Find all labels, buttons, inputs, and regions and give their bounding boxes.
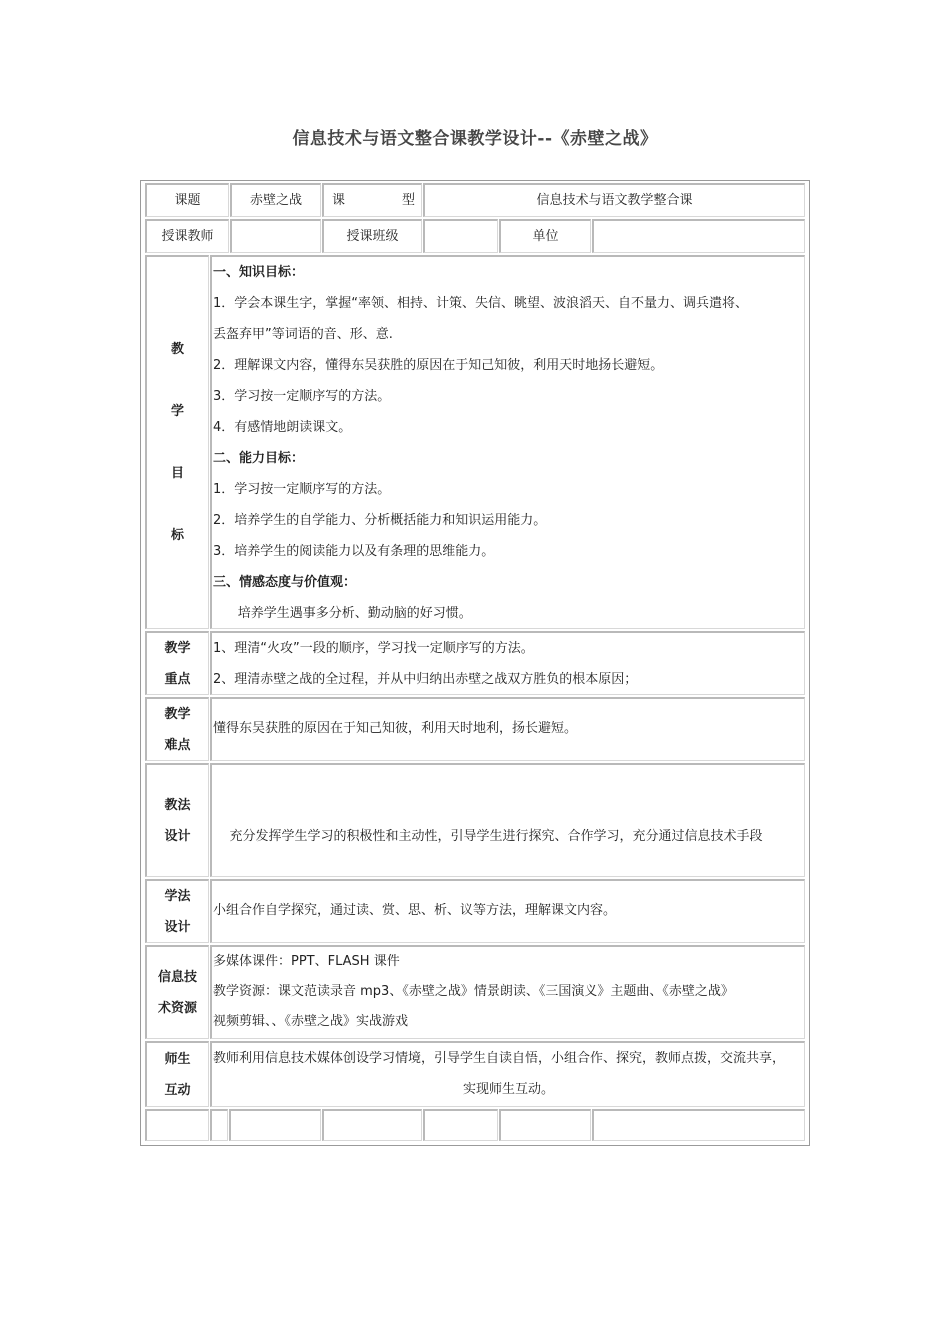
empty-cell	[322, 1109, 422, 1141]
method-label	[145, 763, 209, 877]
resources-label	[145, 945, 209, 1039]
resources-line: 教学资源：课文范读录音 mp3、《赤壁之战》情景朗读、《三国演义》主题曲、《赤壁之战》	[213, 984, 734, 999]
study-label	[145, 879, 209, 943]
empty-cell	[210, 1109, 228, 1141]
objectives-line: 1．学会本课生字，掌握“率领、相持、计策、失信、眺望、波浪滔天、自不量力、调兵遣将、	[213, 296, 749, 311]
resources-content	[210, 945, 805, 1039]
difficulties-label	[145, 697, 209, 761]
objectives-heading: 一、知识目标：	[213, 265, 305, 280]
objectives-label	[145, 255, 209, 629]
class-label: 授课班级	[322, 219, 422, 253]
objectives-line: 丢盔弃甲”等词语的音、形、意.	[213, 327, 393, 342]
method-content	[210, 763, 805, 877]
difficulties-label-line: 难点	[164, 737, 191, 753]
study-label-line: 设计	[164, 919, 191, 935]
objectives-line: 培养学生遇事多分析、勤动脑的好习惯。	[213, 606, 472, 621]
empty-cell	[423, 1109, 498, 1141]
type-label-char-1: 课	[332, 193, 346, 208]
resources-line: 多媒体课件：PPT、FLASH 课件	[213, 954, 400, 969]
teacher-value	[230, 219, 321, 253]
page-title: 信息技术与语文整合课教学设计--《赤壁之战》	[292, 129, 658, 149]
objectives-line: 1．学习按一定顺序写的方法。	[213, 482, 391, 497]
key-points-label-line: 重点	[164, 671, 191, 687]
objectives-label-char: 目	[170, 465, 184, 481]
key-points-content	[210, 631, 805, 695]
resources-label-line: 信息技	[157, 969, 197, 985]
objectives-heading: 二、能力目标：	[213, 451, 305, 466]
type-label-char-2: 型	[402, 193, 416, 208]
difficulties-content: 懂得东吴获胜的原因在于知己知彼，利用天时地利，扬长避短。	[210, 697, 805, 761]
interaction-label	[145, 1041, 209, 1107]
empty-cell	[499, 1109, 591, 1141]
objectives-line: 4．有感情地朗读课文。	[213, 420, 352, 435]
teacher-label: 授课教师	[145, 219, 229, 253]
empty-cell	[145, 1109, 209, 1141]
empty-cell	[229, 1109, 321, 1141]
interaction-label-line: 互动	[164, 1082, 191, 1098]
objectives-line: 3．学习按一定顺序写的方法。	[213, 389, 391, 404]
interaction-label-line: 师生	[164, 1051, 191, 1067]
objectives-line: 3．培养学生的阅读能力以及有条理的思维能力。	[213, 544, 495, 559]
method-label-line: 教法	[164, 797, 191, 813]
unit-value	[592, 219, 805, 253]
method-label-line: 设计	[164, 828, 191, 844]
unit-label: 单位	[499, 219, 591, 253]
objectives-content	[210, 255, 805, 629]
objectives-label-char: 标	[170, 527, 184, 543]
lesson-label: 课题	[145, 183, 229, 217]
objectives-label-char: 学	[170, 403, 184, 419]
study-content: 小组合作自学探究，通过读、赏、思、析、议等方法，理解课文内容。	[210, 879, 805, 943]
resources-label-line: 术资源	[157, 1000, 197, 1016]
key-points-line: 1、理清“火攻”一段的顺序，学习找一定顺序写的方法。	[213, 641, 534, 656]
objectives-line: 2．培养学生的自学能力、分析概括能力和知识运用能力。	[213, 513, 547, 528]
lesson-plan-table	[140, 180, 810, 1146]
objectives-heading: 三、情感态度与价值观：	[213, 575, 357, 590]
type-label	[322, 183, 422, 217]
class-value	[423, 219, 498, 253]
objectives-label-char: 教	[170, 341, 184, 357]
resources-line: 视频剪辑、、《赤壁之战》实战游戏	[213, 1014, 409, 1029]
objectives-line: 2．理解课文内容，懂得东吴获胜的原因在于知己知彼，利用天时地扬长避短。	[213, 358, 664, 373]
method-line: 充分发挥学生学习的积极性和主动性，引导学生进行探究、合作学习，充分通过信息技术手段	[213, 829, 763, 844]
type-value: 信息技术与语文教学整合课	[423, 183, 805, 217]
key-points-line: 2、理清赤壁之战的全过程，并从中归纳出赤壁之战双方胜负的根本原因；	[213, 672, 638, 687]
interaction-line: 教师利用信息技术媒体创设学习情境，引导学生自读自悟，小组合作、探究，教师点拨，交流共享，	[213, 1051, 786, 1066]
study-label-line: 学法	[164, 888, 191, 904]
difficulties-label-line: 教学	[164, 706, 191, 722]
lesson-value: 赤壁之战	[230, 183, 321, 217]
key-points-label	[145, 631, 209, 695]
empty-cell	[592, 1109, 805, 1141]
key-points-label-line: 教学	[164, 640, 191, 656]
interaction-content	[210, 1041, 805, 1107]
interaction-line: 实现师生互动。	[462, 1082, 554, 1097]
